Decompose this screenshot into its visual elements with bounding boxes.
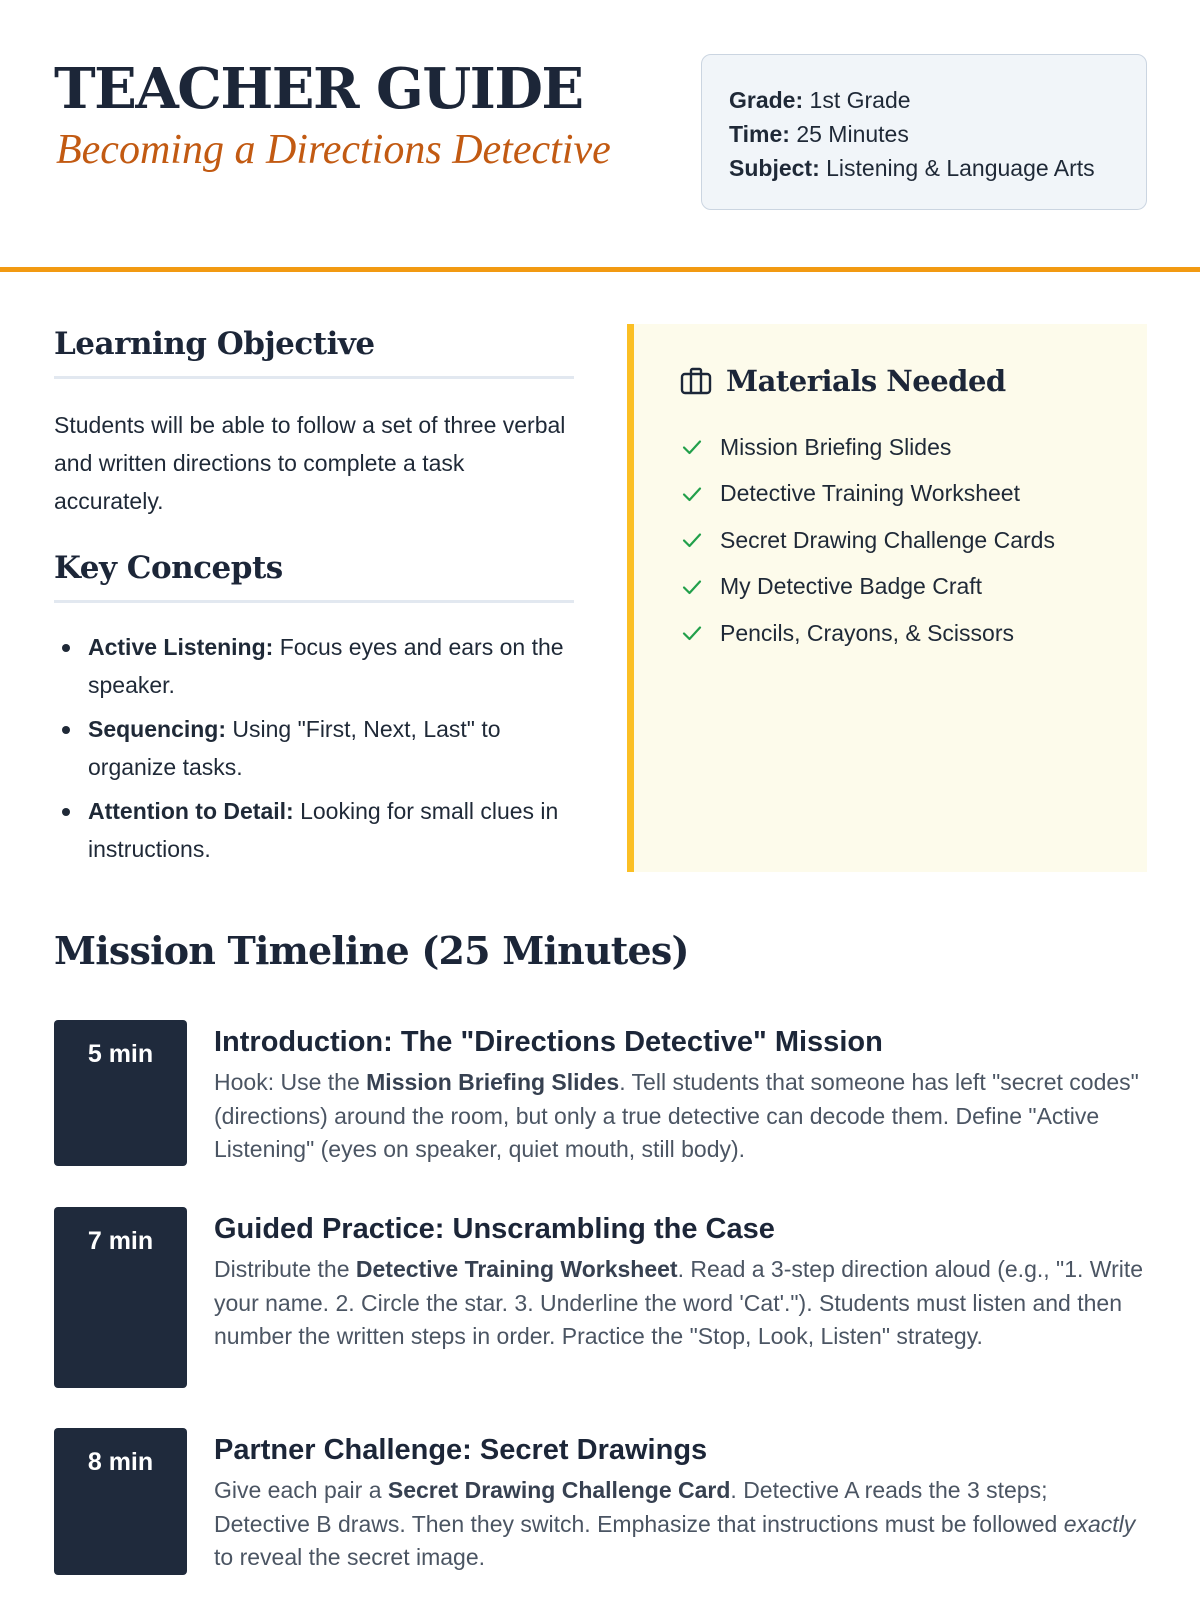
concepts-list (54, 628, 574, 874)
materials-list (680, 424, 1055, 657)
step-text: to reveal the secret image. (214, 1544, 486, 1570)
objective-heading: Learning Objective (54, 326, 375, 362)
list-item (680, 610, 1055, 657)
list-item (54, 792, 574, 868)
list-item (54, 710, 574, 786)
info-label: Subject: (729, 155, 820, 181)
step-text: . Read a 3-step direction aloud (e.g., "1. Write your name. 2. Circle the star. 3. Underline the word 'Cat'."). Students must listen and then number the written steps in order. Practice the "Stop, Look, Listen" strategy. (214, 1256, 1144, 1349)
list-item (54, 628, 574, 704)
step-description (214, 1253, 1144, 1354)
bullet (62, 644, 70, 652)
step-text: . Tell students that someone has left "secret codes" (directions) around the room, but only a true detective can decode them. Define "Active Listening" (eyes on speaker, quiet mouth, still body). (214, 1069, 1139, 1162)
list-item (680, 564, 1055, 611)
subject-info (729, 151, 1146, 185)
section-divider (54, 376, 574, 379)
step-text: Give each pair a (214, 1477, 388, 1503)
check-icon (680, 528, 704, 552)
check-icon (680, 621, 704, 645)
step-text: Distribute the (214, 1256, 356, 1282)
concept-term: Sequencing: (88, 716, 227, 742)
material-reference: Secret Drawing Challenge Card (387, 1477, 731, 1503)
page-header (0, 0, 1200, 272)
timeline-step (54, 1428, 1154, 1575)
concept-desc: Looking for small clues in instructions. (88, 798, 559, 862)
step-description (214, 1066, 1144, 1167)
bullet (62, 808, 70, 816)
concept-desc: Focus eyes and ears on the speaker. (88, 634, 564, 698)
material-label: My Detective Badge Craft (720, 573, 983, 600)
materials-panel (627, 324, 1147, 872)
material-label: Mission Briefing Slides (720, 433, 952, 460)
duration-badge: 8 min (54, 1428, 187, 1575)
step-title: Introduction: The "Directions Detective" Mission (214, 1026, 883, 1058)
objective-text: Students will be able to follow a set of three verbal and written directions to complete a task accurately. (54, 412, 566, 514)
grade-info (729, 83, 1146, 117)
check-icon (680, 435, 704, 459)
step-title: Guided Practice: Unscrambling the Case (214, 1213, 775, 1245)
duration-badge: 5 min (54, 1020, 187, 1166)
time-info (729, 117, 1146, 151)
timeline-step (54, 1020, 1154, 1166)
concepts-heading: Key Concepts (54, 550, 283, 586)
page-title: TEACHER GUIDE (54, 56, 583, 122)
step-title: Partner Challenge: Secret Drawings (214, 1434, 708, 1466)
materials-heading: Materials Needed (726, 364, 1006, 398)
step-text: Hook: Use the (214, 1069, 367, 1095)
info-label: Grade: (729, 87, 804, 113)
info-label: Time: (729, 121, 790, 147)
bullet (62, 726, 70, 734)
info-value: 25 Minutes (796, 121, 909, 147)
material-reference: Mission Briefing Slides (366, 1069, 620, 1095)
material-label: Secret Drawing Challenge Cards (720, 526, 1055, 553)
step-description (214, 1474, 1144, 1575)
list-item (680, 471, 1055, 518)
info-value: 1st Grade (809, 87, 911, 113)
material-reference: Detective Training Worksheet (355, 1256, 678, 1282)
timeline-heading: Mission Timeline (25 Minutes) (54, 928, 689, 973)
material-label: Detective Training Worksheet (720, 480, 1020, 507)
info-value: Listening & Language Arts (826, 155, 1095, 181)
lesson-info-box (701, 54, 1147, 210)
concept-term: Active Listening: (88, 634, 274, 660)
emphasis-text: exactly (1063, 1510, 1136, 1537)
briefcase-icon (680, 367, 712, 395)
duration-badge: 7 min (54, 1207, 187, 1388)
check-icon (680, 482, 704, 506)
check-icon (680, 575, 704, 599)
material-label: Pencils, Crayons, & Scissors (720, 619, 1014, 646)
materials-header (680, 364, 1006, 398)
page-subtitle: Becoming a Directions Detective (56, 127, 611, 173)
step-text: . Detective A reads the 3 steps; Detective B draws. Then they switch. Emphasize that instructions must be followed (214, 1477, 1064, 1537)
concept-term: Attention to Detail: (88, 798, 294, 824)
list-item (680, 424, 1055, 471)
section-divider (54, 600, 574, 603)
timeline-step (54, 1207, 1154, 1388)
concept-desc: Using "First, Next, Last" to organize tasks. (88, 716, 501, 780)
list-item (680, 517, 1055, 564)
